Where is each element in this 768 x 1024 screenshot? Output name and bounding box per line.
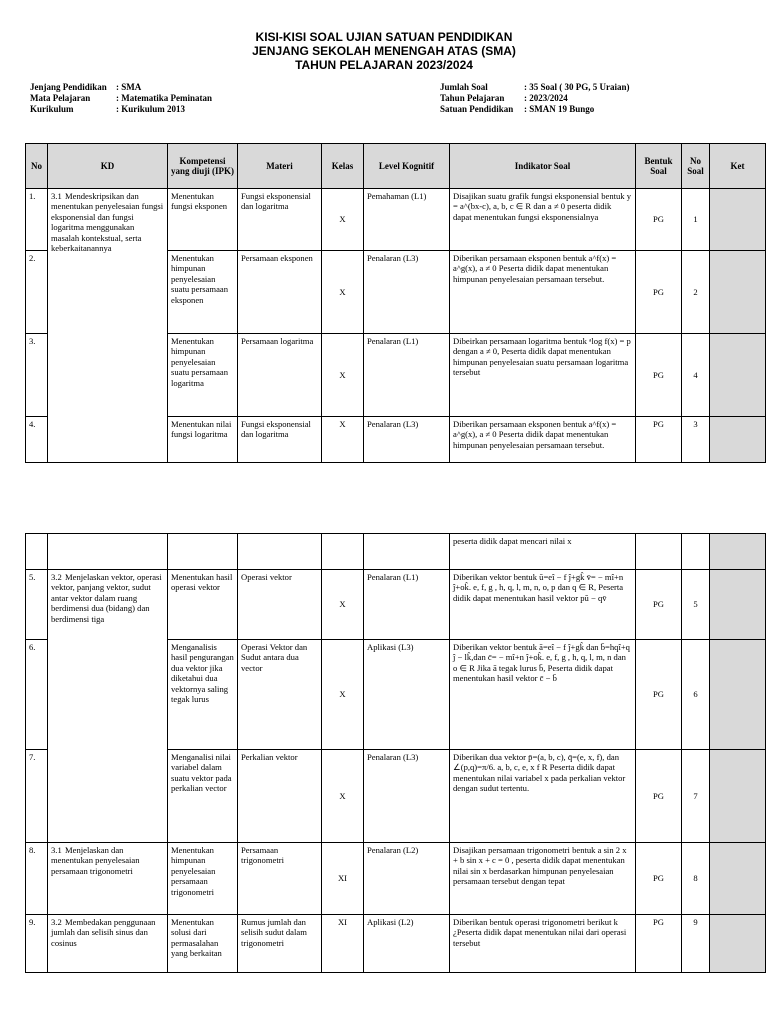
level-cell: Pemahaman (L1) (364, 189, 450, 251)
nosoal-cell: 4 (682, 334, 710, 417)
header-no: No (26, 144, 48, 189)
header-bentuk: Bentuk Soal (636, 144, 682, 189)
kd-cell (48, 534, 168, 570)
indikator-cell: Diberikan vektor bentuk ā=eî − f ĵ+gk̂ dan b̄=hqî+q ĵ − lk̂,dan c̄= − mî+n ĵ+ok̂. e, f, g , h, q, l, m, n dan o ∈ R Jika ā tegak lurus b̄, Peserta didik dapat menentukan hasil vektor c̄ − b̄ (450, 640, 636, 750)
ket-cell (710, 570, 766, 640)
ipk-cell: Menentukan hasil operasi vektor (168, 570, 238, 640)
bentuk-cell: PG (636, 750, 682, 843)
table-row-continuation (26, 534, 766, 570)
row-no (26, 534, 48, 570)
materi-cell: Operasi vektor (238, 570, 322, 640)
nosoal-cell: 5 (682, 570, 710, 640)
level-cell: Penalaran (L3) (364, 750, 450, 843)
header-ket: Ket (710, 144, 766, 189)
kelas-cell (322, 534, 364, 570)
kd-cell: 3.1 Menjelaskan dan menentukan penyelesaian persamaan trigonometri (48, 843, 168, 915)
row-no: 5. (26, 570, 48, 640)
row-no: 8. (26, 843, 48, 915)
kisi-table-1 (25, 143, 766, 463)
meta-left (30, 82, 212, 115)
kd-cell: 3.2 Menjelaskan vektor, operasi vektor, panjang vektor, sudut antar vektor dalam ruang berdimensi dua (bidang) dan berdimensi tiga (48, 570, 168, 843)
kelas-cell: XI (322, 915, 364, 973)
kelas-cell: X (322, 189, 364, 251)
ket-cell (710, 334, 766, 417)
indikator-cell: Diberikan vektor bentuk ū=eî − f ĵ+gk̂ v̄= − mî+n ĵ+ok̂. e, f, g , h, q, l, m, n, o, p dan q ∈ R, Peserta didik dapat menentukan hasil vektor pū − qv̄ (450, 570, 636, 640)
doc-title-line-3: TAHUN PELAJARAN 2023/2024 (295, 58, 473, 72)
bentuk-cell: PG (636, 189, 682, 251)
level-cell: Aplikasi (L3) (364, 640, 450, 750)
row-no: 9. (26, 915, 48, 973)
materi-cell: Persamaan trigonometri (238, 843, 322, 915)
kd-cell: 3.2 Membedakan penggunaan jumlah dan selisih sinus dan cosinus (48, 915, 168, 973)
kisi-table-2 (25, 533, 766, 973)
meta-satuan: Satuan Pendidikan : SMAN 19 Bungo (440, 104, 595, 114)
materi-cell: Fungsi eksponensial dan logaritma (238, 189, 322, 251)
row-no: 4. (26, 417, 48, 463)
nosoal-cell: 1 (682, 189, 710, 251)
materi-cell: Perkalian vektor (238, 750, 322, 843)
indikator-cell: Diberikan persamaan eksponen bentuk a^f(x) = a^g(x), a ≠ 0 Peserta didik dapat menentukan himpunan penyelesaian persamaan tersebut. (450, 417, 636, 463)
header-materi: Materi (238, 144, 322, 189)
level-cell: Penalaran (L3) (364, 417, 450, 463)
indikator-cell: Disajikan suatu grafik fungsi eksponensial bentuk y = a^(bx-c), a, b, c ∈ R dan a ≠ 0 peserta didik dapat menentukan fungsi eksponensialnya (450, 189, 636, 251)
ipk-cell (168, 534, 238, 570)
row-no: 1. (26, 189, 48, 251)
nosoal-cell: 9 (682, 915, 710, 973)
meta-tahun: Tahun Pelajaran : 2023/2024 (440, 93, 568, 103)
level-cell: Penalaran (L2) (364, 843, 450, 915)
meta-jumlah-soal: Jumlah Soal : 35 Soal ( 30 PG, 5 Uraian) (440, 82, 630, 92)
kd-cell: 3.1 Mendeskripsikan dan menentukan penyelesaian fungsi eksponensial dan fungsi logaritma menggunakan masalah kontekstual, serta keberkaitanannya (48, 189, 168, 463)
bentuk-cell: PG (636, 334, 682, 417)
indikator-cell: Diberikan dua vektor p̄=(a, b, c), q̄=(e, x, f), dan ∠(p,q)=π/6. a, b, c, e, x f R Peserta didik dapat menentukan nilai variabel x pada perkalian vektor dengan sudut tertentu. (450, 750, 636, 843)
row-no: 6. (26, 640, 48, 750)
doc-title-line-1: KISI-KISI SOAL UJIAN SATUAN PENDIDIKAN (255, 30, 513, 44)
ipk-cell: Menentukan solusi dari permasalahan yang berkaitan (168, 915, 238, 973)
doc-title-line-2: JENJANG SEKOLAH MENENGAH ATAS (SMA) (252, 44, 516, 58)
bentuk-cell (636, 534, 682, 570)
ipk-cell: Menentukan nilai fungsi logaritma (168, 417, 238, 463)
nosoal-cell (682, 534, 710, 570)
nosoal-cell: 3 (682, 417, 710, 463)
nosoal-cell: 8 (682, 843, 710, 915)
ket-cell (710, 534, 766, 570)
header-ipk: Kompetensi yang diuji (IPK) (168, 144, 238, 189)
level-cell: Penalaran (L3) (364, 251, 450, 334)
bentuk-cell: PG (636, 417, 682, 463)
meta-jenjang: Jenjang Pendidikan : SMA (30, 82, 142, 92)
ket-cell (710, 189, 766, 251)
table-row (26, 189, 766, 251)
ket-cell (710, 750, 766, 843)
ipk-cell: Menentukan himpunan penyelesaian suatu persamaan eksponen (168, 251, 238, 334)
ipk-cell: Menentukan himpunan penyelesaian suatu persamaan logaritma (168, 334, 238, 417)
row-no: 7. (26, 750, 48, 843)
ipk-cell: Menentukan fungsi eksponen (168, 189, 238, 251)
row-no: 3. (26, 334, 48, 417)
nosoal-cell: 6 (682, 640, 710, 750)
kelas-cell: X (322, 570, 364, 640)
indikator-cell: Diberikan persamaan eksponen bentuk a^f(x) = a^g(x), a ≠ 0 Peserta didik dapat menentukan himpunan penyelesaian persamaan tersebut. (450, 251, 636, 334)
header-indikator: Indikator Soal (450, 144, 636, 189)
bentuk-cell: PG (636, 640, 682, 750)
kelas-cell: X (322, 251, 364, 334)
meta-kurikulum: Kurikulum : Kurikulum 2013 (30, 104, 186, 114)
ipk-cell: Menganalisi nilai variabel dalam suatu vektor pada perkalian vector (168, 750, 238, 843)
kelas-cell: XI (322, 843, 364, 915)
table-row (26, 570, 766, 640)
header-level: Level Kognitif (364, 144, 450, 189)
level-cell (364, 534, 450, 570)
kelas-cell: X (322, 334, 364, 417)
kelas-cell: X (322, 750, 364, 843)
indikator-cell: Dibeirkan persamaan logaritma bentuk ᵃlog f(x) = p dengan a ≠ 0, Peserta didik dapat menentukan himpunan penyelesaian suatu persamaan logaritma tersebut (450, 334, 636, 417)
ket-cell (710, 251, 766, 334)
header-nosoal: No Soal (682, 144, 710, 189)
kelas-cell: X (322, 417, 364, 463)
table-row (26, 915, 766, 973)
indikator-cell: Diberikan bentuk operasi trigonometri berikut k ¿Peserta didik dapat menentukan nilai dari operasi tersebut (450, 915, 636, 973)
ket-cell (710, 640, 766, 750)
table-row (26, 843, 766, 915)
materi-cell: Persamaan logaritma (238, 334, 322, 417)
level-cell: Aplikasi (L2) (364, 915, 450, 973)
bentuk-cell: PG (636, 843, 682, 915)
ipk-cell: Menganalisis hasil pengurangan dua vektor jika diketahui dua vektornya saling tegak lurus (168, 640, 238, 750)
meta-mapel: Mata Pelajaran : Matematika Peminatan (30, 93, 212, 103)
row-no: 2. (26, 251, 48, 334)
bentuk-cell: PG (636, 915, 682, 973)
level-cell: Penalaran (L1) (364, 334, 450, 417)
indikator-cell: Disajikan persamaan trigonometri bentuk a sin 2 x + b sin x + c = 0 , peserta didik dapat menentukan nilai sin x berdasarkan himpunan penyelesaian persamaan tersebut dengan tepat (450, 843, 636, 915)
materi-cell: Operasi Vektor dan Sudut antara dua vector (238, 640, 322, 750)
level-cell: Penalaran (L1) (364, 570, 450, 640)
table-header-row (26, 144, 766, 189)
ket-cell (710, 915, 766, 973)
ket-cell (710, 843, 766, 915)
materi-cell: Rumus jumlah dan selisih sudut dalam trigonometri (238, 915, 322, 973)
bentuk-cell: PG (636, 570, 682, 640)
indikator-cell: peserta didik dapat mencari nilai x (450, 534, 636, 570)
nosoal-cell: 7 (682, 750, 710, 843)
materi-cell (238, 534, 322, 570)
ket-cell (710, 417, 766, 463)
bentuk-cell: PG (636, 251, 682, 334)
ipk-cell: Menentukan himpunan penyelesaian persamaan trigonometri (168, 843, 238, 915)
header-kd: KD (48, 144, 168, 189)
meta-right (440, 82, 630, 115)
nosoal-cell: 2 (682, 251, 710, 334)
materi-cell: Fungsi eksponensial dan logaritma (238, 417, 322, 463)
kelas-cell: X (322, 640, 364, 750)
materi-cell: Persamaan eksponen (238, 251, 322, 334)
header-kelas: Kelas (322, 144, 364, 189)
